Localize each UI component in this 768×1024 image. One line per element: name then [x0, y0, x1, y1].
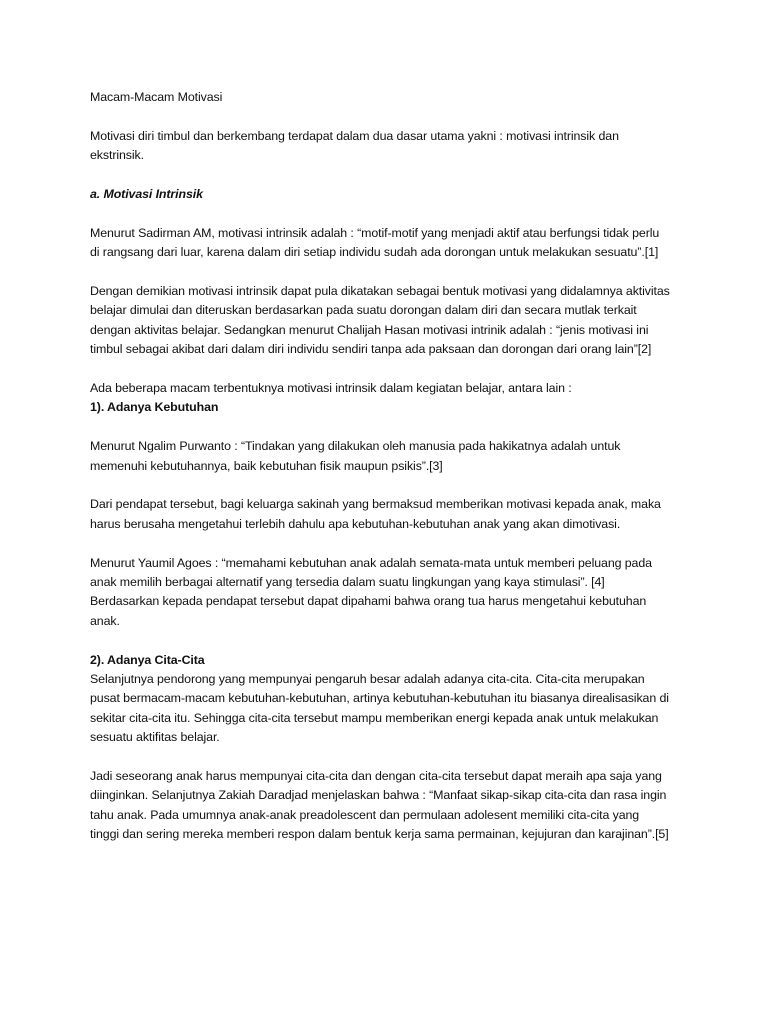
paragraph-keluarga: Dari pendapat tersebut, bagi keluarga sakinah yang bermaksud memberikan motivasi kepada anak, maka harus berusaha mengetahui terlebih dahulu apa kebutuhan-kebutuhan anak yang akan dimotivasi.	[90, 497, 661, 531]
paragraph-cita-cita: Selanjutnya pendorong yang mempunyai pengaruh besar adalah adanya cita-cita. Cita-cita merupakan pusat bermacam-macam kebutuhan-kebutuhan, artinya kebutuhan-kebutuhan itu biasanya direalisasikan di sekitar cita-cita itu. Sehingga cita-cita tersebut mampu memberikan energi kepada anak untuk melakukan sesuatu aktifitas belajar.	[90, 672, 669, 745]
paragraph-chalijah: Dengan demikian motivasi intrinsik dapat pula dikatakan sebagai bentuk motivasi yang didalamnya aktivitas belajar dimulai dan diteruskan berdasarkan pada suatu dorongan dalam diri dan secara mutlak terkait dengan aktivitas belajar. Sedangkan menurut Chalijah Hasan motivasi intrinik adalah : “jenis motivasi ini timbul sebagai akibat dari dalam diri individu sendiri tanpa ada paksaan dan dorongan dari orang lain”[2]	[90, 284, 670, 357]
document-title: Macam-Macam Motivasi	[90, 90, 223, 104]
document-page	[90, 88, 670, 864]
paragraph-list-intro: Ada beberapa macam terbentuknya motivasi intrinsik dalam kegiatan belajar, antara lain :	[90, 381, 572, 396]
intro-paragraph: Motivasi diri timbul dan berkembang terdapat dalam dua dasar utama yakni : motivasi intrinsik dan ekstrinsik.	[90, 128, 619, 163]
paragraph-ngalim: Menurut Ngalim Purwanto : “Tindakan yang dilakukan oleh manusia pada hakikatnya adalah untuk memenuhi kebutuhannya, baik kebutuhan fisik maupun psikis”.[3]	[90, 439, 621, 473]
paragraph-zakiah: Jadi seseorang anak harus mempunyai cita-cita dan dengan cita-cita tersebut dapat meraih apa saja yang diinginkan. Selanjutnya Zakiah Daradjad menjelaskan bahwa : “Manfaat sikap-sikap cita-cita dan rasa ingin tahu anak. Pada umumnya anak-anak preadolescent dan permulaan adolesent memiliki cita-cita yang tinggi dan sering mereka memberi respon dalam bentuk kerja sama permainan, kejujuran dan karajinan”.[5]	[90, 769, 669, 842]
subheading-cita-cita: 2). Adanya Cita-Cita	[90, 652, 205, 667]
paragraph-yaumil: Menurut Yaumil Agoes : “memahami kebutuhan anak adalah semata-mata untuk memberi peluang pada anak memilih berbagai alternatif yang tersedia dalam suatu lingkungan yang kaya stimulasi”. [4]	[90, 555, 652, 590]
subheading-kebutuhan: 1). Adanya Kebutuhan	[90, 400, 219, 415]
section-heading-intrinsic: a. Motivasi Intrinsik	[90, 187, 203, 201]
paragraph-sadirman: Menurut Sadirman AM, motivasi intrinsik adalah : “motif-motif yang menjadi aktif atau berfungsi tidak perlu di rangsang dari luar, karena dalam diri setiap individu sudah ada dorongan untuk melakukan sesuatu”.[1]	[90, 225, 660, 260]
paragraph-orangtua: Berdasarkan kepada pendapat tersebut dapat dipahami bahwa orang tua harus mengetahui kebutuhan anak.	[90, 594, 647, 628]
